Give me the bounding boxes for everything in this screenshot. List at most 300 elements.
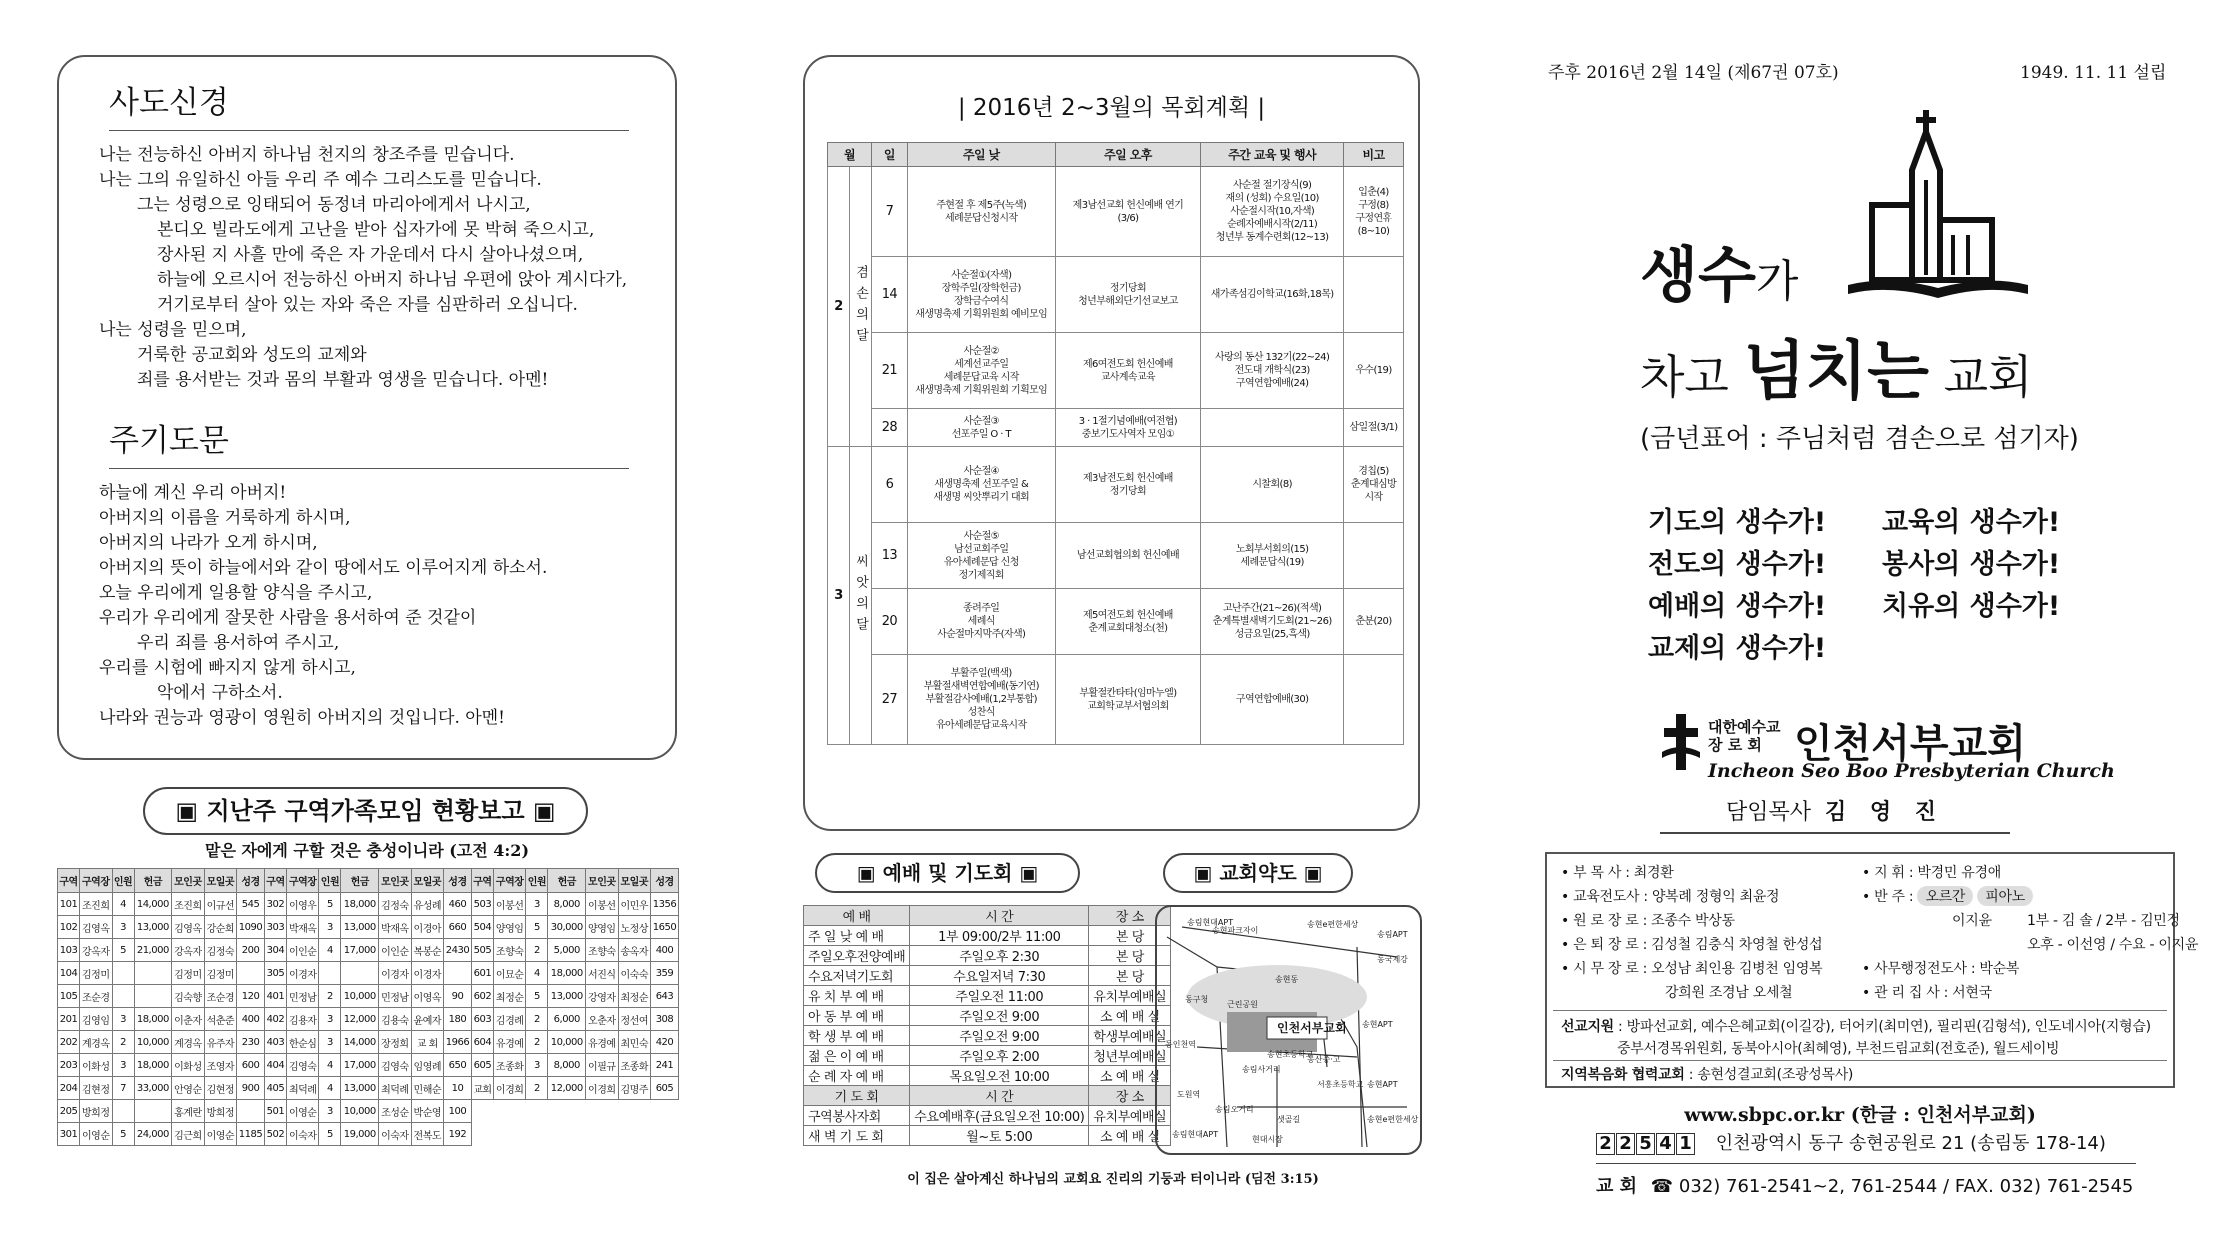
report-cell: 이필규 bbox=[586, 1054, 618, 1077]
report-subtitle: 맡은 자에게 구할 것은 충성이니라 (고전 4:2) bbox=[204, 841, 530, 860]
plan-day: 27 bbox=[871, 655, 907, 745]
cheer-item: 전도의 생수가! bbox=[1648, 549, 1827, 580]
creed-line: 하늘에 오르시어 전능하신 아버지 하나님 우편에 앉아 계시다가, bbox=[157, 270, 628, 290]
plan-cell bbox=[1201, 409, 1344, 447]
worship-row bbox=[804, 1126, 1171, 1146]
report-cell: 김현정 bbox=[204, 1077, 236, 1100]
report-cell: 603 bbox=[471, 1008, 493, 1031]
creed-line: 그는 성령으로 잉태되어 동정녀 마리아에게서 나시고, bbox=[137, 195, 531, 215]
worship-header: 시 간 bbox=[910, 906, 1089, 926]
plan-table bbox=[827, 142, 1404, 745]
plan-cell: 사랑의 동산 132기(22~24) 전도대 개학식(23) 구역연합예배(24) bbox=[1201, 333, 1344, 409]
report-cell: 계경옥 bbox=[80, 1031, 112, 1054]
plan-cell: 사순절①(자색) 장학주일(장학헌금) 장학금수여식 새생명축제 기획위원회 예비모임 bbox=[907, 257, 1055, 333]
cross-emblem-icon bbox=[1660, 712, 1702, 774]
prayer-title: 주기도문 bbox=[109, 415, 629, 469]
plan-day: 28 bbox=[871, 409, 907, 447]
report-cell: 한순심 bbox=[286, 1031, 318, 1054]
worship-cell: 유 치 부 예 배 bbox=[804, 986, 910, 1006]
report-cell: 201 bbox=[58, 1008, 80, 1031]
report-header: 구역 bbox=[58, 869, 80, 893]
map-label: 동구청 bbox=[1185, 995, 1209, 1004]
report-cell: 5 bbox=[526, 985, 548, 1008]
worship-header: 장 소 bbox=[1089, 1086, 1171, 1106]
report-row bbox=[58, 1031, 679, 1054]
report-row bbox=[58, 939, 679, 962]
worship-row bbox=[804, 1026, 1171, 1046]
address-text: 인천광역시 동구 송현공원로 21 (송림동 178-14) bbox=[1715, 1133, 2106, 1154]
report-cell bbox=[237, 962, 265, 985]
report-cell: 5 bbox=[112, 1123, 134, 1146]
worship-header-row bbox=[804, 906, 1171, 926]
report-cell: 이봉선 bbox=[493, 893, 525, 916]
worship-header: 장 소 bbox=[1089, 906, 1171, 926]
report-header: 인원 bbox=[526, 869, 548, 893]
report-cell: 304 bbox=[264, 939, 286, 962]
prayer-line: 아버지의 이름을 거룩하게 하시며, bbox=[99, 508, 351, 528]
zip-digit: 4 bbox=[1656, 1133, 1675, 1155]
worship-cell: 주일오후전양예배 bbox=[804, 946, 910, 966]
plan-cell: 제3남전도회 헌신예배 정기당회 bbox=[1055, 447, 1201, 523]
report-row bbox=[58, 1054, 679, 1077]
report-cell: 방희정 bbox=[204, 1100, 236, 1123]
report-cell: 900 bbox=[237, 1077, 265, 1100]
report-row bbox=[58, 1077, 679, 1100]
report-cell: 조향숙 bbox=[493, 939, 525, 962]
year-motto: (금년표어 : 주님처럼 겸손으로 섬기자) bbox=[1640, 424, 2079, 454]
report-cell: 4 bbox=[319, 1077, 341, 1100]
report-cell: 김영옥 bbox=[80, 916, 112, 939]
prayer-line: 우리 죄를 용서하여 주시고, bbox=[137, 633, 340, 653]
report-cell: 조향숙 bbox=[586, 939, 618, 962]
report-header-row bbox=[58, 869, 679, 893]
staff-line: • 관 리 집 사 : 서현국 bbox=[1862, 985, 1992, 1001]
report-cell: 최민숙 bbox=[618, 1031, 650, 1054]
report-header: 모인곳 bbox=[172, 869, 204, 893]
staff-line: • 은 퇴 장 로 : 김성철 김충식 차영철 한성섭 bbox=[1561, 937, 1823, 953]
report-cell: 104 bbox=[58, 962, 80, 985]
report-header: 성경 bbox=[444, 869, 472, 893]
slogan-bold: 생수 bbox=[1640, 241, 1756, 311]
report-cell: 민정남 bbox=[286, 985, 318, 1008]
report-cell bbox=[134, 962, 172, 985]
report-cell: 김정숙 bbox=[204, 939, 236, 962]
report-cell: 김정미 bbox=[172, 962, 204, 985]
established-date: 1949. 11. 11 설립 bbox=[2020, 63, 2167, 83]
report-cell: 5 bbox=[319, 893, 341, 916]
plan-row bbox=[828, 257, 1404, 333]
report-header: 성경 bbox=[650, 869, 678, 893]
report-cell: 1185 bbox=[237, 1123, 265, 1146]
plan-cell: 고난주간(21~26)(적색) 춘계특별새벽기도회(21~26) 성금요일(25,흑색) bbox=[1201, 589, 1344, 655]
report-cell: 5 bbox=[112, 939, 134, 962]
report-cell: 김정미 bbox=[204, 962, 236, 985]
cheer-item: 교제의 생수가! bbox=[1648, 633, 1827, 664]
worship-row bbox=[804, 946, 1171, 966]
worship-cell: 수요일저녁 7:30 bbox=[910, 966, 1089, 986]
slogan-bold: 넘치는 bbox=[1743, 335, 1929, 409]
report-cell: 윤예자 bbox=[411, 1008, 443, 1031]
worship-row bbox=[804, 1066, 1171, 1086]
worship-header: 기 도 회 bbox=[804, 1086, 910, 1106]
report-cell: 이숙자 bbox=[379, 1123, 411, 1146]
report-cell: 양영임 bbox=[493, 916, 525, 939]
report-cell: 이경희 bbox=[586, 1077, 618, 1100]
map-label: 송림사거리 bbox=[1242, 1065, 1281, 1074]
report-cell: 강옥자 bbox=[80, 939, 112, 962]
plan-row bbox=[828, 409, 1404, 447]
plan-day: 6 bbox=[871, 447, 907, 523]
report-cell: 유주자 bbox=[204, 1031, 236, 1054]
staff-line: • 시 무 장 로 : 오성남 최인용 김병천 임영복 bbox=[1561, 961, 1823, 977]
report-cell: 최정순 bbox=[493, 985, 525, 1008]
plan-cell: 종려주일 세례식 사순절마지막주(자색) bbox=[907, 589, 1055, 655]
local-label: 지역복음화 협력교회 bbox=[1561, 1067, 1685, 1083]
map-label: 동국제강 bbox=[1377, 955, 1408, 964]
report-row bbox=[58, 916, 679, 939]
report-cell: 홍계란 bbox=[172, 1100, 204, 1123]
report-cell: 양영임 bbox=[586, 916, 618, 939]
report-cell: 5 bbox=[319, 1123, 341, 1146]
report-cell: 강영자 bbox=[586, 985, 618, 1008]
report-cell: 90 bbox=[444, 985, 472, 1008]
report-cell: 302 bbox=[264, 893, 286, 916]
staff-line: • 부 목 사 : 최경환 bbox=[1561, 865, 1674, 881]
report-cell: 503 bbox=[471, 893, 493, 916]
report-body bbox=[58, 893, 679, 1146]
worship-header-row bbox=[804, 1086, 1171, 1106]
plan-cell: 사순절③ 선포주일 O · T bbox=[907, 409, 1055, 447]
map-label: 송림현대APT bbox=[1172, 1130, 1219, 1139]
church-building-logo-icon bbox=[1848, 110, 2028, 300]
pastor-line bbox=[1660, 795, 2010, 834]
pastor-name: 김 영 진 bbox=[1824, 799, 1945, 825]
worship-cell: 수요저녁기도회 bbox=[804, 966, 910, 986]
mission-line bbox=[1561, 1016, 2151, 1036]
plan-header: 주일 낮 bbox=[907, 143, 1055, 167]
plan-row bbox=[828, 447, 1404, 523]
prayer-line: 우리를 시험에 빠지지 않게 하시고, bbox=[99, 658, 356, 678]
report-cell: 460 bbox=[444, 893, 472, 916]
report-cell: 403 bbox=[264, 1031, 286, 1054]
plan-cell: 입춘(4) 구정(8) 구정연휴 (8~10) bbox=[1344, 167, 1404, 257]
church-denomination bbox=[1708, 718, 1780, 754]
report-header: 헌금 bbox=[548, 869, 586, 893]
plan-cell: 사순절④ 새생명축제 선포주일 & 새생명 씨앗뿌리기 대회 bbox=[907, 447, 1055, 523]
creed-line: 본디오 빌라도에게 고난을 받아 십자가에 못 박혀 죽으시고, bbox=[157, 220, 595, 240]
report-cell: 이화성 bbox=[172, 1054, 204, 1077]
report-cell bbox=[134, 1100, 172, 1123]
report-cell: 13,000 bbox=[134, 916, 172, 939]
plan-cell: 삼일절(3/1) bbox=[1344, 409, 1404, 447]
map-label: 송현APT bbox=[1367, 1080, 1398, 1089]
worship-cell: 유치부예배실 bbox=[1089, 986, 1171, 1006]
report-cell: 13,000 bbox=[341, 1077, 379, 1100]
report-cell: 14,000 bbox=[134, 893, 172, 916]
plan-cell bbox=[1344, 523, 1404, 589]
report-cell: 8,000 bbox=[548, 1054, 586, 1077]
report-cell: 3 bbox=[319, 1031, 341, 1054]
prayer-line: 아버지의 뜻이 하늘에서와 같이 땅에서도 이루어지게 하소서. bbox=[99, 558, 548, 578]
report-cell: 102 bbox=[58, 916, 80, 939]
report-cell: 이경자 bbox=[379, 962, 411, 985]
plan-cell: 노회부서회의(15) 세례문답식(19) bbox=[1201, 523, 1344, 589]
report-cell: 10,000 bbox=[134, 1031, 172, 1054]
report-header: 모일곳 bbox=[411, 869, 443, 893]
report-cell: 김근희 bbox=[172, 1123, 204, 1146]
report-cell: 2 bbox=[526, 1031, 548, 1054]
report-cell: 400 bbox=[650, 939, 678, 962]
report-cell: 이민우 bbox=[618, 893, 650, 916]
plan-cell: 경칩(5) 춘계대심방 시작 bbox=[1344, 447, 1404, 523]
worship-cell: 소 예 배 실 bbox=[1089, 1006, 1171, 1026]
report-cell: 202 bbox=[58, 1031, 80, 1054]
plan-row bbox=[828, 589, 1404, 655]
report-cell: 3 bbox=[526, 1054, 548, 1077]
phone-label: 교 회 bbox=[1596, 1176, 1638, 1197]
report-cell: 이영우 bbox=[286, 893, 318, 916]
report-cell: 5,000 bbox=[548, 939, 586, 962]
creed-line: 나는 성령을 믿으며, bbox=[99, 320, 247, 340]
plan-row bbox=[828, 167, 1404, 257]
map-label: 송현초등학교 bbox=[1267, 1050, 1314, 1059]
report-cell: 3 bbox=[112, 916, 134, 939]
plan-cell: 3 · 1절기념예배(여전협) 중보기도사역자 모임① bbox=[1055, 409, 1201, 447]
report-cell: 이영순 bbox=[204, 1123, 236, 1146]
report-cell: 조순경 bbox=[204, 985, 236, 1008]
report-cell: 조종화 bbox=[618, 1054, 650, 1077]
plan-month-name: 씨앗의달 bbox=[849, 447, 871, 745]
report-cell: 김영임 bbox=[80, 1008, 112, 1031]
report-blank bbox=[471, 1123, 678, 1146]
report-cell: 14,000 bbox=[341, 1031, 379, 1054]
report-cell: 조진희 bbox=[80, 893, 112, 916]
plan-title: | 2016년 2~3월의 목회계획 | bbox=[957, 95, 1266, 121]
report-cell: 602 bbox=[471, 985, 493, 1008]
map-drawing bbox=[1157, 907, 1422, 1155]
report-cell: 303 bbox=[264, 916, 286, 939]
report-header: 성경 bbox=[237, 869, 265, 893]
report-cell: 205 bbox=[58, 1100, 80, 1123]
report-cell: 김영숙 bbox=[379, 1054, 411, 1077]
report-cell: 이경아 bbox=[411, 916, 443, 939]
report-cell: 308 bbox=[650, 1008, 678, 1031]
report-cell: 이경자 bbox=[411, 962, 443, 985]
slogan-text: 교회 bbox=[1928, 350, 2033, 404]
report-cell: 18,000 bbox=[134, 1054, 172, 1077]
report-cell: 17,000 bbox=[341, 1054, 379, 1077]
plan-cell: 구역연합예배(30) bbox=[1201, 655, 1344, 745]
report-cell: 18,000 bbox=[134, 1008, 172, 1031]
report-cell: 이인순 bbox=[379, 939, 411, 962]
slogan-line-1 bbox=[1640, 228, 1798, 314]
plan-month: 3 bbox=[828, 447, 850, 745]
report-cell: 박순영 bbox=[411, 1100, 443, 1123]
report-cell: 10,000 bbox=[548, 1031, 586, 1054]
plan-row bbox=[828, 655, 1404, 745]
church-english-name: Incheon Seo Boo Presbyterian Church bbox=[1708, 760, 2115, 782]
slogan-line-2 bbox=[1640, 320, 2032, 412]
report-cell: 장정희 bbox=[379, 1031, 411, 1054]
report-cell: 420 bbox=[650, 1031, 678, 1054]
church-name: 인천서부교회 bbox=[1794, 721, 2026, 767]
report-cell: 유경예 bbox=[493, 1031, 525, 1054]
report-cell: 4 bbox=[319, 939, 341, 962]
worship-cell: 목요일오전 10:00 bbox=[910, 1066, 1089, 1086]
report-cell: 김영숙 bbox=[286, 1054, 318, 1077]
report-cell bbox=[112, 962, 134, 985]
report-cell: 조진희 bbox=[172, 893, 204, 916]
report-cell: 120 bbox=[237, 985, 265, 1008]
report-row bbox=[58, 1100, 679, 1123]
report-cell: 서진식 bbox=[586, 962, 618, 985]
report-header: 구역장 bbox=[286, 869, 318, 893]
cheer-item: 기도의 생수가! bbox=[1648, 507, 1827, 538]
plan-cell: 주현절 후 제5주(녹색) 세례문답신청시작 bbox=[907, 167, 1055, 257]
report-cell: 1966 bbox=[444, 1031, 472, 1054]
denomination-line: 대한예수교 bbox=[1708, 718, 1781, 736]
report-cell: 12,000 bbox=[341, 1008, 379, 1031]
report-cell: 5 bbox=[526, 916, 548, 939]
map-label: 송림오거리 bbox=[1215, 1105, 1254, 1114]
report-cell: 이경자 bbox=[286, 962, 318, 985]
prayer-line: 아버지의 나라가 오게 하시며, bbox=[99, 533, 318, 553]
cheer-item: 봉사의 생수가! bbox=[1882, 549, 2061, 580]
staff-line: • 지 휘 : 박경민 유경애 bbox=[1862, 865, 2001, 881]
zip-digit: 1 bbox=[1676, 1133, 1695, 1155]
report-cell: 오춘자 bbox=[586, 1008, 618, 1031]
address-line bbox=[1596, 1129, 2106, 1155]
report-cell: 노정상 bbox=[618, 916, 650, 939]
report-cell: 이인순 bbox=[286, 939, 318, 962]
report-header: 구역 bbox=[264, 869, 286, 893]
creed-line: 거룩한 공교회와 성도의 교제와 bbox=[137, 345, 367, 365]
plan-row bbox=[828, 333, 1404, 409]
report-cell: 17,000 bbox=[341, 939, 379, 962]
plan-header: 월 bbox=[828, 143, 872, 167]
report-cell: 강순희 bbox=[204, 916, 236, 939]
report-cell: 601 bbox=[471, 962, 493, 985]
worship-row bbox=[804, 1106, 1171, 1126]
phone-line bbox=[1596, 1163, 2136, 1198]
report-cell: 643 bbox=[650, 985, 678, 1008]
report-cell: 4 bbox=[112, 893, 134, 916]
report-header: 인원 bbox=[112, 869, 134, 893]
zip-digit: 5 bbox=[1636, 1133, 1655, 1155]
report-cell: 600 bbox=[237, 1054, 265, 1077]
worship-body bbox=[804, 906, 1171, 1146]
zip-digit: 2 bbox=[1616, 1133, 1635, 1155]
report-cell: 3 bbox=[319, 1100, 341, 1123]
map-title: ▣ 교회약도 ▣ bbox=[1163, 853, 1353, 893]
report-cell: 최정순 bbox=[618, 985, 650, 1008]
issue-date: 주후 2016년 2월 14일 (제67권 07호) bbox=[1548, 63, 1839, 83]
report-cell bbox=[237, 1100, 265, 1123]
report-row bbox=[58, 1123, 679, 1146]
plan-header: 주일 오후 bbox=[1055, 143, 1201, 167]
plan-cell: 새가족섬김이학교(16화,18목) bbox=[1201, 257, 1344, 333]
staff-label: • 반 주 : bbox=[1862, 889, 1914, 905]
staff-line: 강희원 조경남 오세철 bbox=[1665, 985, 1793, 1001]
divider bbox=[1553, 1060, 2167, 1061]
worship-cell: 수요예배후(금요일오전 10:00) bbox=[910, 1106, 1089, 1126]
report-cell: 204 bbox=[58, 1077, 80, 1100]
staff-line: 1부 - 김 솔 / 2부 - 김민정 bbox=[2027, 913, 2180, 929]
plan-day: 20 bbox=[871, 589, 907, 655]
report-cell: 230 bbox=[237, 1031, 265, 1054]
report-cell: 660 bbox=[444, 916, 472, 939]
map-label: 서흥초등학교 bbox=[1317, 1080, 1364, 1089]
report-header: 인원 bbox=[319, 869, 341, 893]
report-header: 헌금 bbox=[134, 869, 172, 893]
mission-line: 중부서경목위원회, 동북아시아(최혜영), 부천드림교회(전호준), 월드세이빙 bbox=[1617, 1041, 2060, 1057]
plan-cell: 제5여전도회 헌신예배 춘계교회대청소(천) bbox=[1055, 589, 1201, 655]
report-cell: 203 bbox=[58, 1054, 80, 1077]
report-cell: 3 bbox=[319, 1008, 341, 1031]
report-cell: 이묘순 bbox=[493, 962, 525, 985]
report-cell: 교 회 bbox=[411, 1031, 443, 1054]
report-cell: 305 bbox=[264, 962, 286, 985]
plan-day: 21 bbox=[871, 333, 907, 409]
map-label: 근린공원 bbox=[1227, 1000, 1258, 1009]
report-cell: 민정남 bbox=[379, 985, 411, 1008]
report-row bbox=[58, 1008, 679, 1031]
report-cell: 21,000 bbox=[134, 939, 172, 962]
report-cell: 3 bbox=[112, 1008, 134, 1031]
report-cell: 김용자 bbox=[286, 1008, 318, 1031]
report-cell: 405 bbox=[264, 1077, 286, 1100]
plan-header-row bbox=[828, 143, 1404, 167]
worship-cell: 젊 은 이 예 배 bbox=[804, 1046, 910, 1066]
report-cell: 13,000 bbox=[341, 916, 379, 939]
map-label: 도원역 bbox=[1177, 1090, 1201, 1099]
piano-tag: 피아노 bbox=[1977, 886, 2033, 906]
report-cell: 12,000 bbox=[548, 1077, 586, 1100]
map-label: 송림APT bbox=[1377, 930, 1408, 939]
report-cell: 조순경 bbox=[80, 985, 112, 1008]
local-text: : 송현성결교회(조광성목사) bbox=[1684, 1067, 1854, 1083]
staff-line: 오후 - 이선영 / 수요 - 이지윤 bbox=[2027, 937, 2199, 953]
report-row bbox=[58, 962, 679, 985]
prayer-line: 우리가 우리에게 잘못한 사람을 용서하여 준 것같이 bbox=[99, 608, 477, 628]
worship-cell: 구역봉사자회 bbox=[804, 1106, 910, 1126]
report-cell: 이숙자 bbox=[286, 1123, 318, 1146]
report-row bbox=[58, 893, 679, 916]
plan-header: 일 bbox=[871, 143, 907, 167]
report-cell: 이봉선 bbox=[586, 893, 618, 916]
report-cell: 301 bbox=[58, 1123, 80, 1146]
report-row bbox=[58, 985, 679, 1008]
map-label: 송현동 bbox=[1275, 975, 1299, 984]
report-cell: 계경옥 bbox=[172, 1031, 204, 1054]
report-cell: 이영순 bbox=[286, 1100, 318, 1123]
report-cell: 김정미 bbox=[80, 962, 112, 985]
worship-title: ▣ 예배 및 기도회 ▣ bbox=[815, 853, 1080, 893]
report-cell: 이숙숙 bbox=[618, 962, 650, 985]
creed-line: 거기로부터 살아 있는 자와 죽은 자를 심판하러 오십니다. bbox=[157, 295, 578, 315]
worship-cell: 학 생 부 예 배 bbox=[804, 1026, 910, 1046]
report-cell: 2430 bbox=[444, 939, 472, 962]
report-cell: 이춘자 bbox=[172, 1008, 204, 1031]
report-cell: 김숙향 bbox=[172, 985, 204, 1008]
report-cell: 359 bbox=[650, 962, 678, 985]
report-cell: 이영옥 bbox=[411, 985, 443, 1008]
report-cell: 100 bbox=[444, 1100, 472, 1123]
worship-row bbox=[804, 1006, 1171, 1026]
report-cell: 650 bbox=[444, 1054, 472, 1077]
staff-line: • 사무행정전도사 : 박순복 bbox=[1862, 961, 2020, 977]
worship-row bbox=[804, 1046, 1171, 1066]
